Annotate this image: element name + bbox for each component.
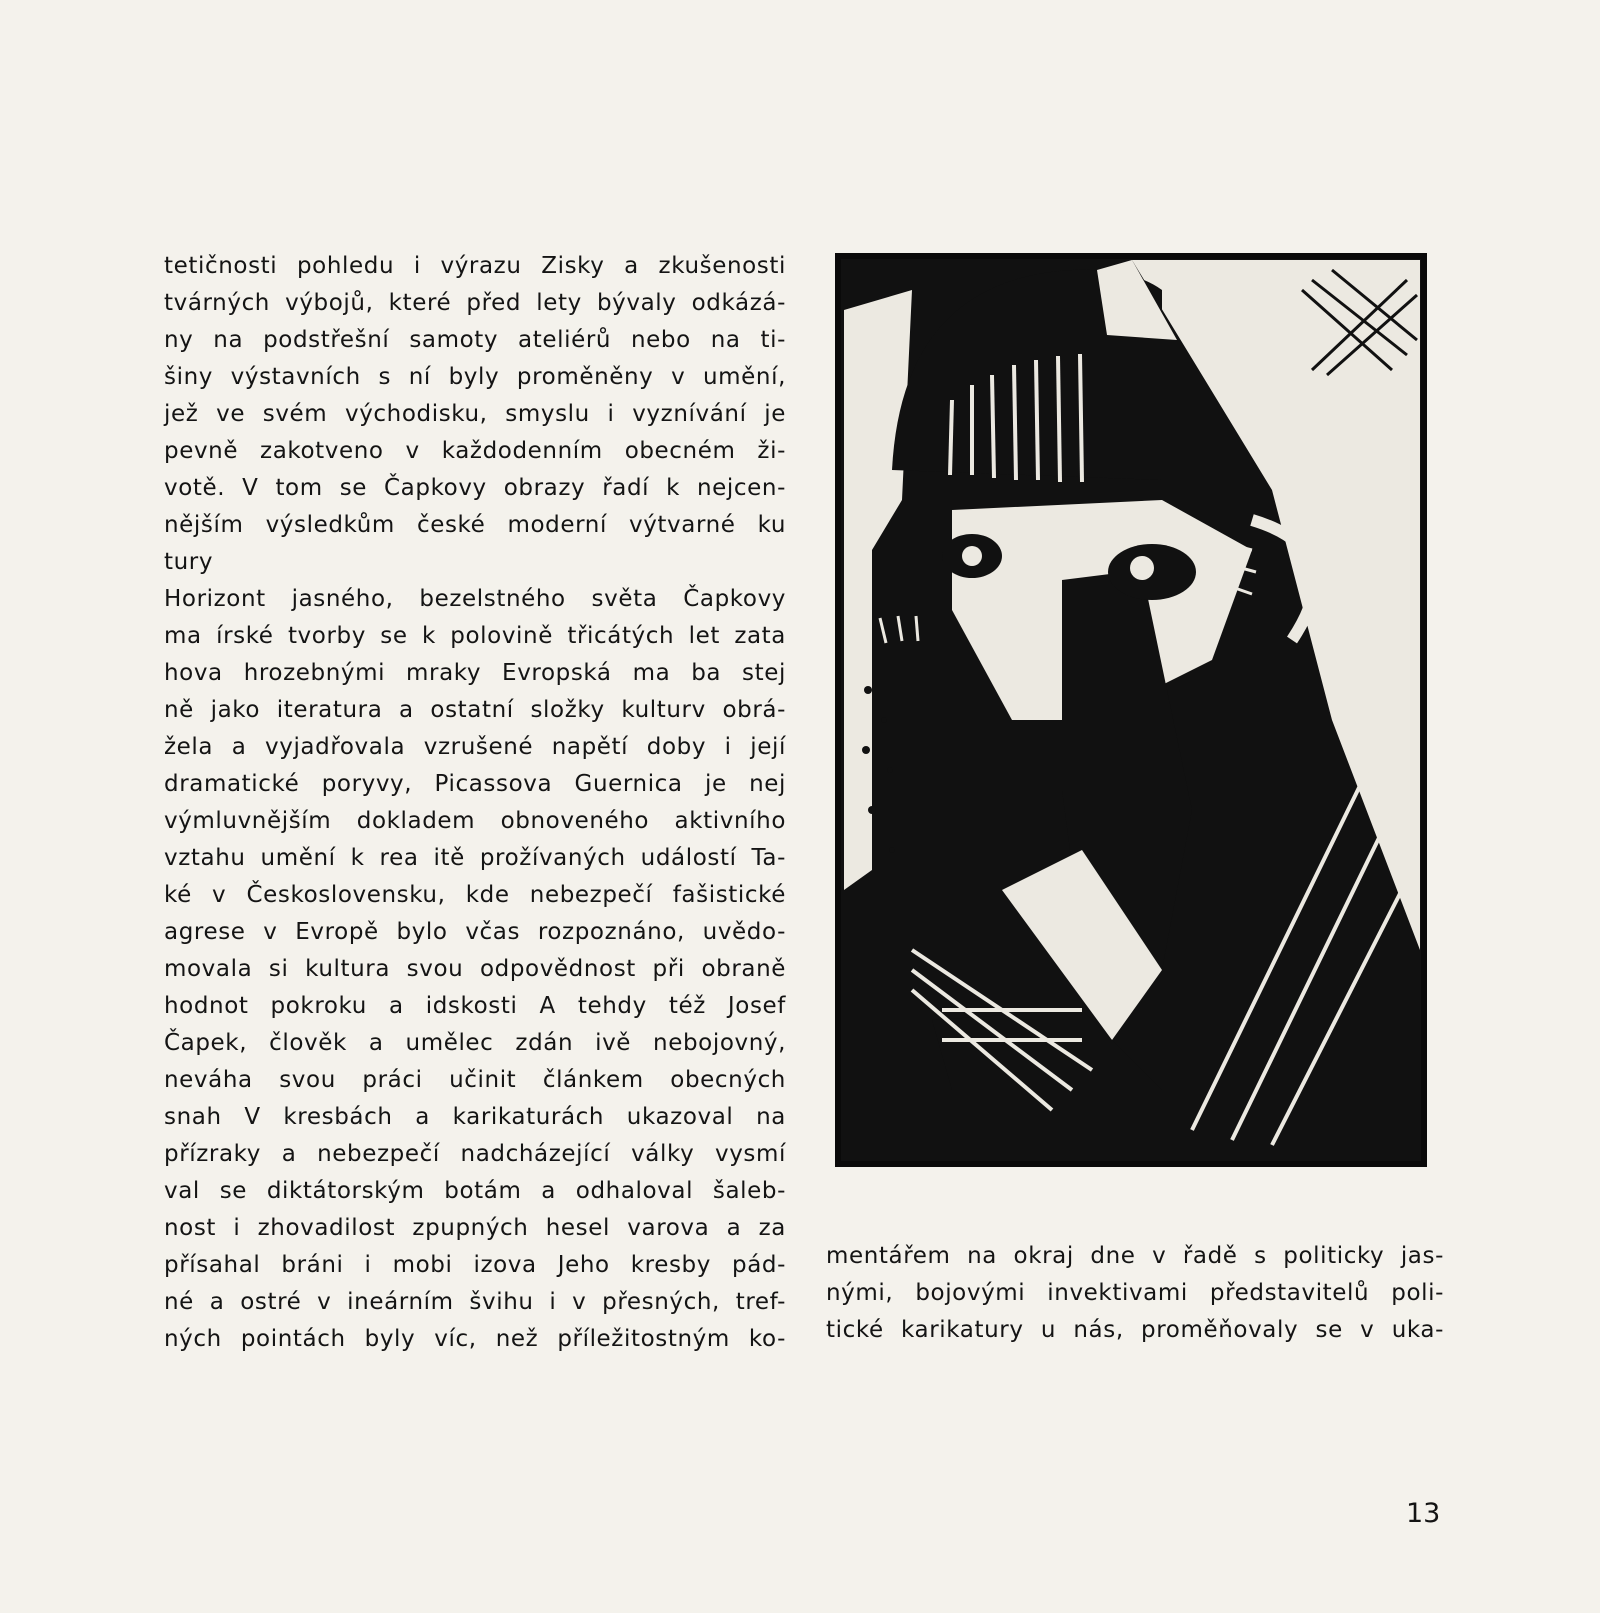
text-line: tetičnosti pohledu i výrazu Zisky a zkušenosti xyxy=(164,253,786,279)
text-line: dramatické poryvy, Picassova Guernica je nej xyxy=(164,771,786,797)
text-line: ny na podstřešní samoty ateliérů nebo na ti- xyxy=(164,327,786,353)
text-line: pevně zakotveno v každodenním obecném ži- xyxy=(164,438,786,464)
text-line: ké v Československu, kde nebezpečí fašistické xyxy=(164,882,786,908)
text-line: žela a vyjadřovala vzrušené napětí doby i její xyxy=(164,734,786,760)
text-line: neváha svou práci učinit článkem obecných xyxy=(164,1067,786,1093)
text-line: né a ostré v ineárním švihu i v přesných, tref- xyxy=(164,1289,786,1315)
text-line: hodnot pokroku a idskosti A tehdy též Josef xyxy=(164,993,786,1019)
text-line: přísahal bráni i mobi izova Jeho kresby pád- xyxy=(164,1252,786,1278)
text-line: šiny výstavních s ní byly proměněny v umění, xyxy=(164,364,786,390)
text-line: nějším výsledkům české moderní výtvarné ku xyxy=(164,512,786,538)
text-line: tické karikatury u nás, proměňovaly se v uka- xyxy=(826,1317,1444,1343)
text-line: nost i zhovadilost zpupných hesel varova a za xyxy=(164,1215,786,1241)
text-line: mentářem na okraj dne v řadě s politicky jas- xyxy=(826,1243,1444,1269)
text-line: tury xyxy=(164,549,214,575)
text-line: tvárných výbojů, které před lety bývaly odkázá- xyxy=(164,290,786,316)
text-line: vztahu umění k rea itě prožívaných událostí Ta- xyxy=(164,845,786,871)
left-text-column xyxy=(164,248,786,1358)
cubist-head-woodcut xyxy=(832,250,1430,1170)
text-line: ných pointách byly víc, než příležitostným ko- xyxy=(164,1326,786,1352)
text-line: výmluvnějším dokladem obnoveného aktivního xyxy=(164,808,786,834)
text-line: Čapek, člověk a umělec zdán ivě nebojovný, xyxy=(164,1030,786,1056)
right-text-column xyxy=(826,1238,1444,1349)
text-line: nými, bojovými invektivami představitelů poli- xyxy=(826,1280,1444,1306)
page-number: 13 xyxy=(1406,1498,1441,1529)
text-line: movala si kultura svou odpovědnost při obraně xyxy=(164,956,786,982)
text-line: přízraky a nebezpečí nadcházející války vysmí xyxy=(164,1141,786,1167)
text-line: jež ve svém východisku, smyslu i vyznívání je xyxy=(164,401,786,427)
text-line: Horizont jasného, bezelstného světa Čapkovy xyxy=(164,586,786,612)
right-eye xyxy=(1108,544,1196,600)
text-line: agrese v Evropě bylo včas rozpoznáno, uvědo- xyxy=(164,919,786,945)
woodcut-illustration xyxy=(832,250,1430,1170)
text-line: hova hrozebnými mraky Evropská ma ba stej xyxy=(164,660,786,686)
text-line: votě. V tom se Čapkovy obrazy řadí k nejcen- xyxy=(164,475,786,501)
text-line: val se diktátorským botám a odhaloval šaleb- xyxy=(164,1178,786,1204)
text-line: ma írské tvorby se k polovině třicátých let zata xyxy=(164,623,786,649)
text-line: snah V kresbách a karikaturách ukazoval na xyxy=(164,1104,786,1130)
text-line: ně jako iteratura a ostatní složky kulturv obrá- xyxy=(164,697,786,723)
left-eye xyxy=(942,534,1002,578)
